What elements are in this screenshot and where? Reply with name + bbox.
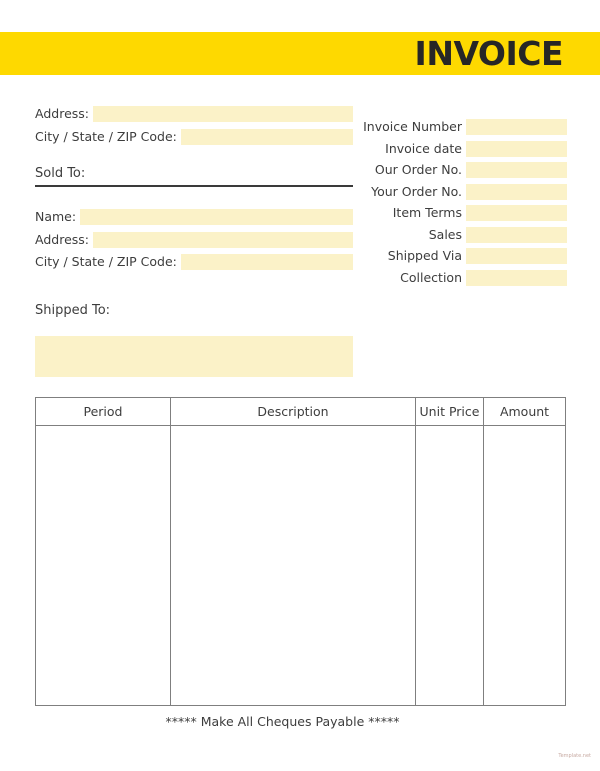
company-address-field[interactable]	[93, 106, 353, 122]
column-header-amount: Amount	[484, 398, 566, 426]
shipped-to-field[interactable]	[35, 336, 353, 377]
invoice-number-field[interactable]	[466, 119, 567, 135]
shipped-via-field[interactable]	[466, 248, 567, 264]
meta-row-collection	[360, 270, 567, 286]
page-title: INVOICE	[414, 34, 563, 73]
company-address-label: Address:	[35, 106, 89, 121]
meta-row-our-order-no	[360, 162, 567, 178]
invoice-number-label: Invoice Number	[363, 119, 462, 134]
shipped-via-label: Shipped Via	[387, 248, 462, 263]
sold-to-city-field[interactable]	[181, 254, 353, 270]
our-order-no-field[interactable]	[466, 162, 567, 178]
our-order-no-label: Our Order No.	[374, 162, 462, 177]
items-table	[35, 397, 566, 706]
period-cell[interactable]	[36, 426, 171, 706]
sold-to-name-field[interactable]	[80, 209, 353, 225]
company-city-field[interactable]	[181, 129, 353, 145]
shipped-to-heading: Shipped To:	[35, 303, 111, 318]
your-order-no-field[interactable]	[466, 184, 567, 200]
company-address-block	[35, 106, 353, 152]
amount-cell[interactable]	[484, 426, 566, 706]
meta-row-your-order-no	[360, 184, 567, 200]
sold-to-address-label: Address:	[35, 231, 89, 247]
sales-label: Sales	[428, 226, 462, 242]
item-terms-field[interactable]	[466, 205, 567, 221]
sold-to-block	[35, 209, 353, 277]
column-header-period: Period	[36, 398, 171, 426]
meta-row-shipped-via	[360, 248, 567, 264]
sold-to-city-row	[35, 254, 353, 270]
unit-price-cell[interactable]	[416, 426, 484, 706]
cheques-payable-note: ***** Make All Cheques Payable *****	[165, 714, 400, 729]
sold-to-heading: Sold To:	[35, 166, 86, 181]
title-bar	[0, 32, 600, 75]
company-address-row	[35, 106, 353, 122]
company-city-row	[35, 129, 353, 145]
items-header-row	[36, 398, 566, 426]
sold-to-address-row	[35, 232, 353, 248]
sold-to-name-row	[35, 209, 353, 225]
sold-to-name-label: Name:	[35, 209, 77, 224]
invoice-date-field[interactable]	[466, 141, 567, 157]
meta-row-invoice-date	[360, 141, 567, 157]
sold-to-divider	[35, 185, 353, 187]
sold-to-address-field[interactable]	[93, 232, 353, 248]
description-cell[interactable]	[171, 426, 416, 706]
collection-label: Collection	[400, 269, 462, 285]
your-order-no-label: Your Order No.	[371, 183, 462, 199]
invoice-date-label: Invoice date	[385, 140, 462, 156]
meta-row-sales	[360, 227, 567, 243]
item-terms-label: Item Terms	[392, 205, 462, 220]
meta-row-item-terms	[360, 205, 567, 221]
table-row	[36, 426, 566, 706]
collection-field[interactable]	[466, 270, 567, 286]
column-header-unit-price: Unit Price	[416, 398, 484, 426]
sold-to-city-label: City / State / ZIP Code:	[35, 254, 177, 269]
meta-row-invoice-number	[360, 119, 567, 135]
invoice-meta-block	[360, 119, 567, 291]
company-city-label: City / State / ZIP Code:	[35, 129, 177, 144]
sales-field[interactable]	[466, 227, 567, 243]
column-header-description: Description	[171, 398, 416, 426]
watermark: Template.net	[558, 753, 591, 759]
